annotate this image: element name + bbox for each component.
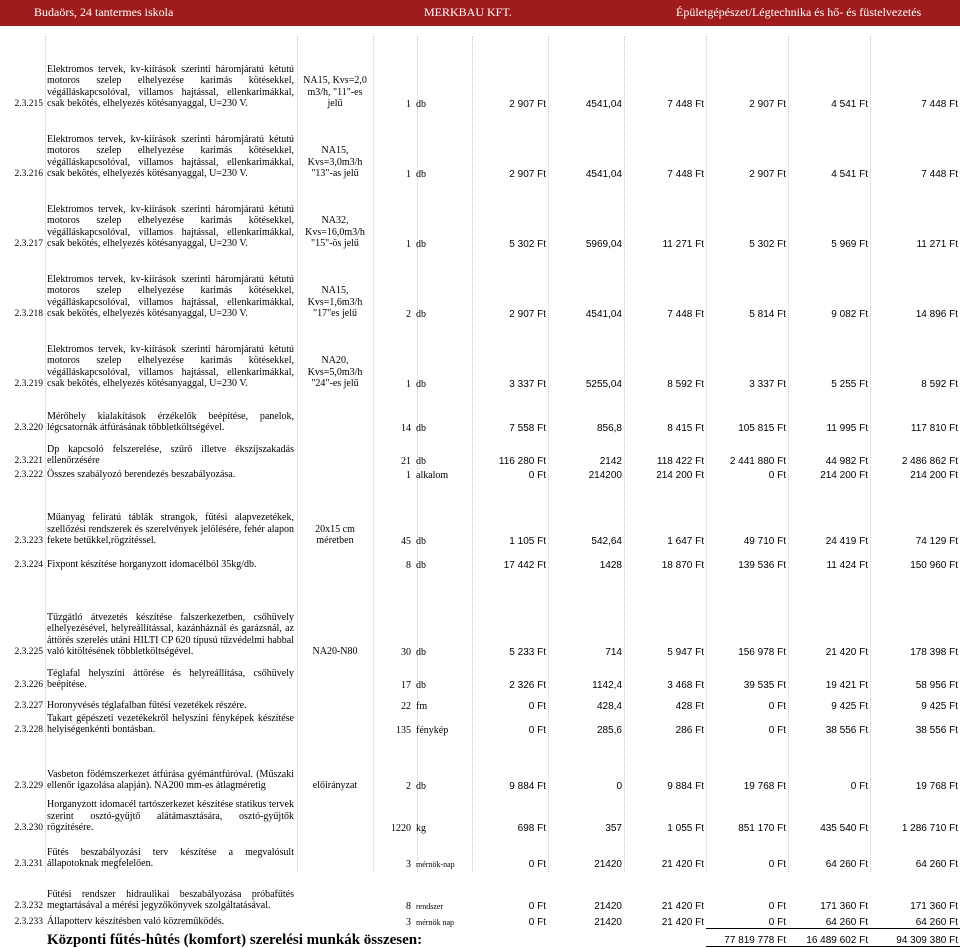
material-total: 0 Ft [768, 701, 786, 712]
total-unit-price: 3 468 Ft [667, 680, 704, 691]
total-unit-price: 21 420 Ft [661, 859, 704, 870]
table-row [0, 658, 960, 691]
item-type [297, 712, 373, 736]
item-description: Takart gépészeti vezetékekről helyszíni fényképek készítése helyiségenkénti bontásban. [47, 712, 294, 736]
total-unit-price: 286 Ft [675, 725, 704, 736]
item-description: Téglafal helyszíni áttörése és helyreállítása, csőhüvely beépítése. [47, 667, 294, 691]
grand-total: 38 556 Ft [915, 725, 958, 736]
item-unit: db [416, 99, 426, 110]
summary-row [0, 928, 960, 946]
item-unit: rendszer [416, 902, 444, 911]
item-type [297, 691, 373, 712]
grand-total: 2 486 862 Ft [901, 456, 958, 467]
labor-total: 9 082 Ft [831, 309, 868, 320]
material-total: 5 814 Ft [749, 309, 786, 320]
item-quantity: 1 [406, 239, 411, 250]
item-number: 2.3.232 [14, 901, 43, 911]
total-unit-price: 1 055 Ft [667, 823, 704, 834]
material-total: 851 170 Ft [738, 823, 786, 834]
total-unit-price: 8 592 Ft [667, 379, 704, 390]
item-quantity: 8 [406, 560, 411, 571]
item-description: Dp kapcsoló felszerelése, szűrő illetve ékszíjszakadás ellenőrzésére [47, 443, 294, 467]
labor-unit-price: 21420 [594, 859, 622, 870]
material-unit-price: 5 233 Ft [509, 647, 546, 658]
labor-unit-price: 1142,4 [592, 680, 622, 691]
item-type: NA32, Kvs=16,0m3/h "15"-ös jelű [305, 215, 365, 250]
item-quantity: 3 [406, 859, 411, 870]
labor-unit-price: 714 [605, 647, 622, 658]
table-row [0, 250, 960, 320]
material-unit-price: 0 Ft [528, 725, 546, 736]
labor-unit-price: 4541,04 [585, 309, 622, 320]
summary-label: Központi fűtés-hûtés (komfort) szerelési munkák összesen: [47, 932, 423, 948]
grand-total: 64 260 Ft [915, 916, 958, 928]
item-unit: db [416, 169, 426, 180]
material-unit-price: 116 280 Ft [498, 456, 546, 467]
table-row [0, 792, 960, 834]
summary-e: 16 489 602 Ft [788, 928, 870, 946]
item-type: NA15, Kvs=3,0m3/h "13"-as jelű [307, 145, 363, 180]
labor-total: 214 200 Ft [820, 470, 868, 481]
item-type: 20x15 cm méretben [315, 523, 355, 547]
table-row [0, 834, 960, 870]
labor-unit-price: 428,4 [596, 701, 622, 712]
material-total: 5 302 Ft [749, 239, 786, 250]
item-number: 2.3.230 [14, 823, 43, 833]
labor-unit-price: 856,8 [596, 423, 622, 434]
grand-total: 7 448 Ft [921, 169, 958, 180]
total-unit-price: 9 884 Ft [667, 781, 704, 792]
labor-unit-price: 542,64 [591, 536, 622, 547]
grand-total: 58 956 Ft [915, 680, 958, 691]
item-description: Elektromos tervek, kv-kiírások szerinti háromjáratú kétutú motoros szelep elhelyezése karimás kötésekkel, végálláskapcsolóval, villamos hajtással, ellenkarimákkal, csak bekötés, elhelyezés kötésanyaggal, U=230 V. [47, 343, 294, 390]
labor-total: 44 982 Ft [825, 456, 868, 467]
item-quantity: 14 [401, 423, 411, 434]
table-row [0, 870, 960, 912]
total-unit-price: 1 647 Ft [667, 536, 704, 547]
grand-total: 150 960 Ft [910, 560, 958, 571]
total-unit-price: 7 448 Ft [667, 309, 704, 320]
table-row [0, 691, 960, 712]
item-type: NA20, Kvs=5,0m3/h "24"-es jelű [307, 355, 363, 390]
table-row [0, 434, 960, 467]
item-unit: db [416, 423, 426, 434]
total-unit-price: 7 448 Ft [667, 169, 704, 180]
table-row [0, 110, 960, 180]
total-unit-price: 18 870 Ft [661, 560, 704, 571]
item-quantity: 8 [406, 901, 411, 912]
item-description: Tűzgátló átvezetés készítése falszerkezetben, csőhüvely elhelyezésével, helyreállítással, kazánháznál és garázsnál, az áttörés szerelés utáni HILTI CP 620 típusú tűzvédelmi habbal való kitöltésének többletköltségével. [47, 611, 294, 658]
item-unit: db [416, 456, 426, 467]
labor-total: 11 424 Ft [826, 560, 868, 571]
material-total: 0 Ft [768, 470, 786, 481]
item-quantity: 1 [406, 379, 411, 390]
table-row [0, 180, 960, 250]
labor-unit-price: 5969,04 [585, 239, 622, 250]
item-number: 2.3.229 [14, 781, 43, 791]
table-row [0, 390, 960, 434]
table-row [0, 912, 960, 928]
item-type [297, 390, 373, 434]
item-type [297, 547, 373, 571]
total-unit-price: 118 422 Ft [656, 456, 704, 467]
material-unit-price: 0 Ft [528, 901, 546, 912]
item-description: Fűtési rendszer hidraulikai beszabályozása próbafűtés megtartásával a mérési jegyzőkönyvek szolgáltatásával. [47, 888, 294, 912]
labor-total: 11 995 Ft [826, 423, 868, 434]
item-quantity: 17 [401, 680, 411, 691]
material-unit-price: 17 442 Ft [503, 560, 546, 571]
item-description: Vasbeton födémszerkezet átfúrása gyémántfúróval. (Műszaki ellenőr igazolása alapján). NA200 mm-es átlagméretig [47, 768, 294, 792]
labor-total: 171 360 Ft [820, 901, 868, 912]
total-unit-price: 214 200 Ft [656, 470, 704, 481]
summary-f: 94 309 380 Ft [870, 928, 960, 946]
total-unit-price: 428 Ft [675, 701, 704, 712]
material-total: 0 Ft [768, 901, 786, 912]
item-quantity: 30 [401, 647, 411, 658]
material-total: 2 907 Ft [749, 169, 786, 180]
grand-total: 64 260 Ft [915, 859, 958, 870]
material-total: 3 337 Ft [749, 379, 786, 390]
header-right: Épületgépészet/Légtechnika és hő- és füstelvezetés [676, 5, 922, 19]
item-quantity: 1220 [391, 823, 411, 834]
labor-total: 24 419 Ft [825, 536, 868, 547]
item-unit: kg [416, 823, 426, 834]
material-unit-price: 2 907 Ft [509, 169, 546, 180]
labor-unit-price: 2142 [599, 456, 622, 467]
material-total: 156 978 Ft [738, 647, 786, 658]
total-unit-price: 21 420 Ft [661, 917, 704, 928]
material-unit-price: 2 907 Ft [509, 99, 546, 110]
labor-unit-price: 0 [616, 781, 622, 792]
labor-total: 64 260 Ft [825, 916, 868, 928]
material-unit-price: 9 884 Ft [509, 781, 546, 792]
item-unit: db [416, 781, 426, 792]
grand-total: 7 448 Ft [921, 99, 958, 110]
material-unit-price: 0 Ft [528, 701, 546, 712]
total-unit-price: 21 420 Ft [661, 901, 704, 912]
header-center: MERKBAU KFT. [424, 5, 512, 19]
material-unit-price: 2 907 Ft [509, 309, 546, 320]
item-number: 2.3.219 [14, 379, 43, 389]
grand-total: 74 129 Ft [915, 536, 958, 547]
labor-total: 5 969 Ft [831, 239, 868, 250]
material-unit-price: 0 Ft [528, 859, 546, 870]
table-row [0, 712, 960, 736]
labor-unit-price: 285,6 [596, 725, 622, 736]
grand-total: 214 200 Ft [910, 470, 958, 481]
table-row [0, 736, 960, 792]
item-unit: db [416, 536, 426, 547]
item-quantity: 1 [406, 169, 411, 180]
item-description: Összes szabályozó berendezés beszabályozása. [47, 469, 236, 481]
cost-table [0, 36, 960, 947]
item-description: Elektromos tervek, kv-kiírások szerinti háromjáratú kétutú motoros szelep elhelyezése karimás kötésekkel, végálláskapcsolóval, villamos hajtással, ellenkarimákkal, csak bekötés, elhelyezés kötésanyaggal, U=230 V. [47, 133, 294, 180]
labor-unit-price: 21420 [594, 917, 622, 928]
total-unit-price: 7 448 Ft [667, 99, 704, 110]
item-quantity: 1 [406, 470, 411, 481]
item-number: 2.3.221 [14, 456, 43, 466]
material-total: 19 768 Ft [743, 781, 786, 792]
item-number: 2.3.217 [14, 239, 43, 249]
item-type [297, 792, 373, 834]
item-type [297, 467, 373, 481]
item-unit: mérnök-nap [416, 860, 455, 869]
material-unit-price: 3 337 Ft [509, 379, 546, 390]
material-unit-price: 5 302 Ft [509, 239, 546, 250]
item-number: 2.3.227 [14, 701, 43, 711]
item-unit: fm [416, 701, 428, 712]
table-row [0, 481, 960, 547]
item-quantity: 21 [401, 456, 411, 467]
grand-total: 117 810 Ft [910, 423, 958, 434]
grand-total: 1 286 710 Ft [901, 823, 958, 834]
total-unit-price: 5 947 Ft [667, 647, 704, 658]
labor-unit-price: 21420 [594, 901, 622, 912]
item-number: 2.3.231 [14, 859, 43, 869]
table-row [0, 320, 960, 390]
grand-total: 171 360 Ft [910, 901, 958, 912]
item-unit: db [416, 379, 426, 390]
item-type [297, 658, 373, 691]
item-description: Állapotterv készítésben való közreműködés. [47, 916, 225, 928]
item-number: 2.3.222 [14, 470, 43, 480]
material-total: 39 535 Ft [743, 680, 786, 691]
table-row [0, 467, 960, 481]
total-unit-price: 11 271 Ft [662, 239, 704, 250]
material-unit-price: 1 105 Ft [509, 536, 546, 547]
material-total: 2 441 880 Ft [729, 456, 786, 467]
item-type: NA15, Kvs=1,6m3/h "17"es jelű [307, 285, 363, 320]
labor-total: 21 420 Ft [825, 647, 868, 658]
labor-total: 5 255 Ft [831, 379, 868, 390]
item-unit: db [416, 680, 426, 691]
item-quantity: 3 [406, 917, 411, 928]
item-quantity: 22 [401, 701, 411, 712]
material-total: 0 Ft [768, 859, 786, 870]
item-unit: db [416, 239, 426, 250]
table-row [0, 547, 960, 571]
grand-total: 11 271 Ft [916, 239, 958, 250]
item-type [297, 870, 373, 912]
labor-unit-price: 4541,04 [585, 99, 622, 110]
item-description: Horonyvésés téglafalban fűtési vezetékek részére. [47, 700, 247, 712]
material-total: 0 Ft [768, 916, 786, 928]
item-quantity: 135 [396, 725, 411, 736]
labor-unit-price: 5255,04 [585, 379, 622, 390]
material-total: 2 907 Ft [749, 99, 786, 110]
item-number: 2.3.224 [14, 560, 43, 570]
item-number: 2.3.225 [14, 647, 43, 657]
labor-unit-price: 1428 [599, 560, 622, 571]
labor-total: 19 421 Ft [825, 680, 868, 691]
item-number: 2.3.218 [14, 309, 43, 319]
item-number: 2.3.215 [14, 99, 43, 109]
table-row [0, 36, 960, 110]
material-total: 49 710 Ft [743, 536, 786, 547]
table-body [0, 36, 960, 946]
material-total: 139 536 Ft [738, 560, 786, 571]
item-description: Elektromos tervek, kv-kiírások szerinti háromjáratú kétutú motoros szelep elhelyezése karimás kötésekkel, végálláskapcsolóval, villamos hajtással, ellenkarimákkal, csak bekötés, elhelyezés kötésanyaggal, U=230 V. [47, 63, 294, 110]
grand-total: 9 425 Ft [921, 701, 958, 712]
item-number: 2.3.228 [14, 725, 43, 735]
summary-d: 77 819 778 Ft [706, 928, 788, 946]
labor-total: 4 541 Ft [831, 99, 868, 110]
item-unit: db [416, 309, 426, 320]
item-unit: mérnök nap [416, 918, 454, 927]
material-unit-price: 0 Ft [528, 917, 546, 928]
item-description: Fixpont készítése horganyzott idomacélból 35kg/db. [47, 559, 257, 571]
item-description: Fűtés beszabályozási terv készítése a megvalósult állapotoknak megfelelően. [47, 846, 294, 870]
item-type: NA15, Kvs=2,0 m3/h, "11"-es jelű [303, 75, 367, 110]
labor-total: 0 Ft [850, 781, 868, 792]
item-type [297, 834, 373, 870]
grand-total: 19 768 Ft [915, 781, 958, 792]
item-type: NA20-N80 [312, 646, 358, 658]
grand-total: 178 398 Ft [910, 647, 958, 658]
item-type [297, 912, 373, 928]
labor-total: 4 541 Ft [831, 169, 868, 180]
material-unit-price: 2 326 Ft [509, 680, 546, 691]
item-number: 2.3.220 [14, 423, 43, 433]
material-unit-price: 0 Ft [528, 470, 546, 481]
labor-unit-price: 357 [605, 823, 622, 834]
item-number: 2.3.233 [14, 917, 43, 927]
item-description: Műanyag feliratú táblák strangok, fűtési alapvezetékek, szellőzési rendszerek és szerelvények jelölésére, fehér alapon fekete betűkkel,rögzítéssel. [47, 512, 294, 547]
material-unit-price: 7 558 Ft [509, 423, 546, 434]
labor-unit-price: 4541,04 [585, 169, 622, 180]
labor-total: 435 540 Ft [820, 823, 868, 834]
item-unit: fénykép [416, 725, 449, 736]
page-header [0, 0, 960, 26]
grand-total: 8 592 Ft [921, 379, 958, 390]
item-unit: db [416, 560, 426, 571]
item-description: Horganyzott idomacél tartószerkezet készítése statikus tervek szerint osztó-gyűjtő alátámasztására, osztó-gyűjtők rögzítésére. [47, 799, 294, 834]
item-description: Mérőhely kialakítások érzékelők beépítése, panelok, légcsatornák átfúrásának többletköltségével. [47, 410, 294, 434]
grand-total: 14 896 Ft [915, 309, 958, 320]
labor-unit-price: 214200 [588, 470, 622, 481]
material-total: 105 815 Ft [738, 423, 786, 434]
item-number: 2.3.223 [14, 536, 43, 546]
item-description: Elektromos tervek, kv-kiírások szerinti háromjáratú kétutú motoros szelep elhelyezése karimás kötésekkel, végálláskapcsolóval, villamos hajtással, ellenkarimákkal, csak bekötés, elhelyezés kötésanyaggal, U=230 V. [47, 273, 294, 320]
item-quantity: 45 [401, 536, 411, 547]
header-left: Budaörs, 24 tantermes iskola [34, 5, 174, 19]
item-unit: alkalom [416, 470, 449, 481]
item-number: 2.3.226 [14, 680, 43, 690]
labor-total: 38 556 Ft [825, 725, 868, 736]
item-description: Elektromos tervek, kv-kiírások szerinti háromjáratú kétutú motoros szelep elhelyezése karimás kötésekkel, végálláskapcsolóval, villamos hajtással, ellenkarimákkal, csak bekötés, elhelyezés kötésanyaggal, U=230 V. [47, 203, 294, 250]
item-quantity: 2 [406, 309, 411, 320]
table-row [0, 571, 960, 658]
material-unit-price: 698 Ft [517, 823, 546, 834]
labor-total: 9 425 Ft [831, 701, 868, 712]
labor-total: 64 260 Ft [825, 859, 868, 870]
item-type [297, 434, 373, 467]
item-unit: db [416, 647, 426, 658]
item-type: előirányzat [312, 780, 358, 792]
total-unit-price: 8 415 Ft [667, 423, 704, 434]
item-quantity: 2 [406, 781, 411, 792]
item-quantity: 1 [406, 99, 411, 110]
item-number: 2.3.216 [14, 169, 43, 179]
material-total: 0 Ft [768, 725, 786, 736]
